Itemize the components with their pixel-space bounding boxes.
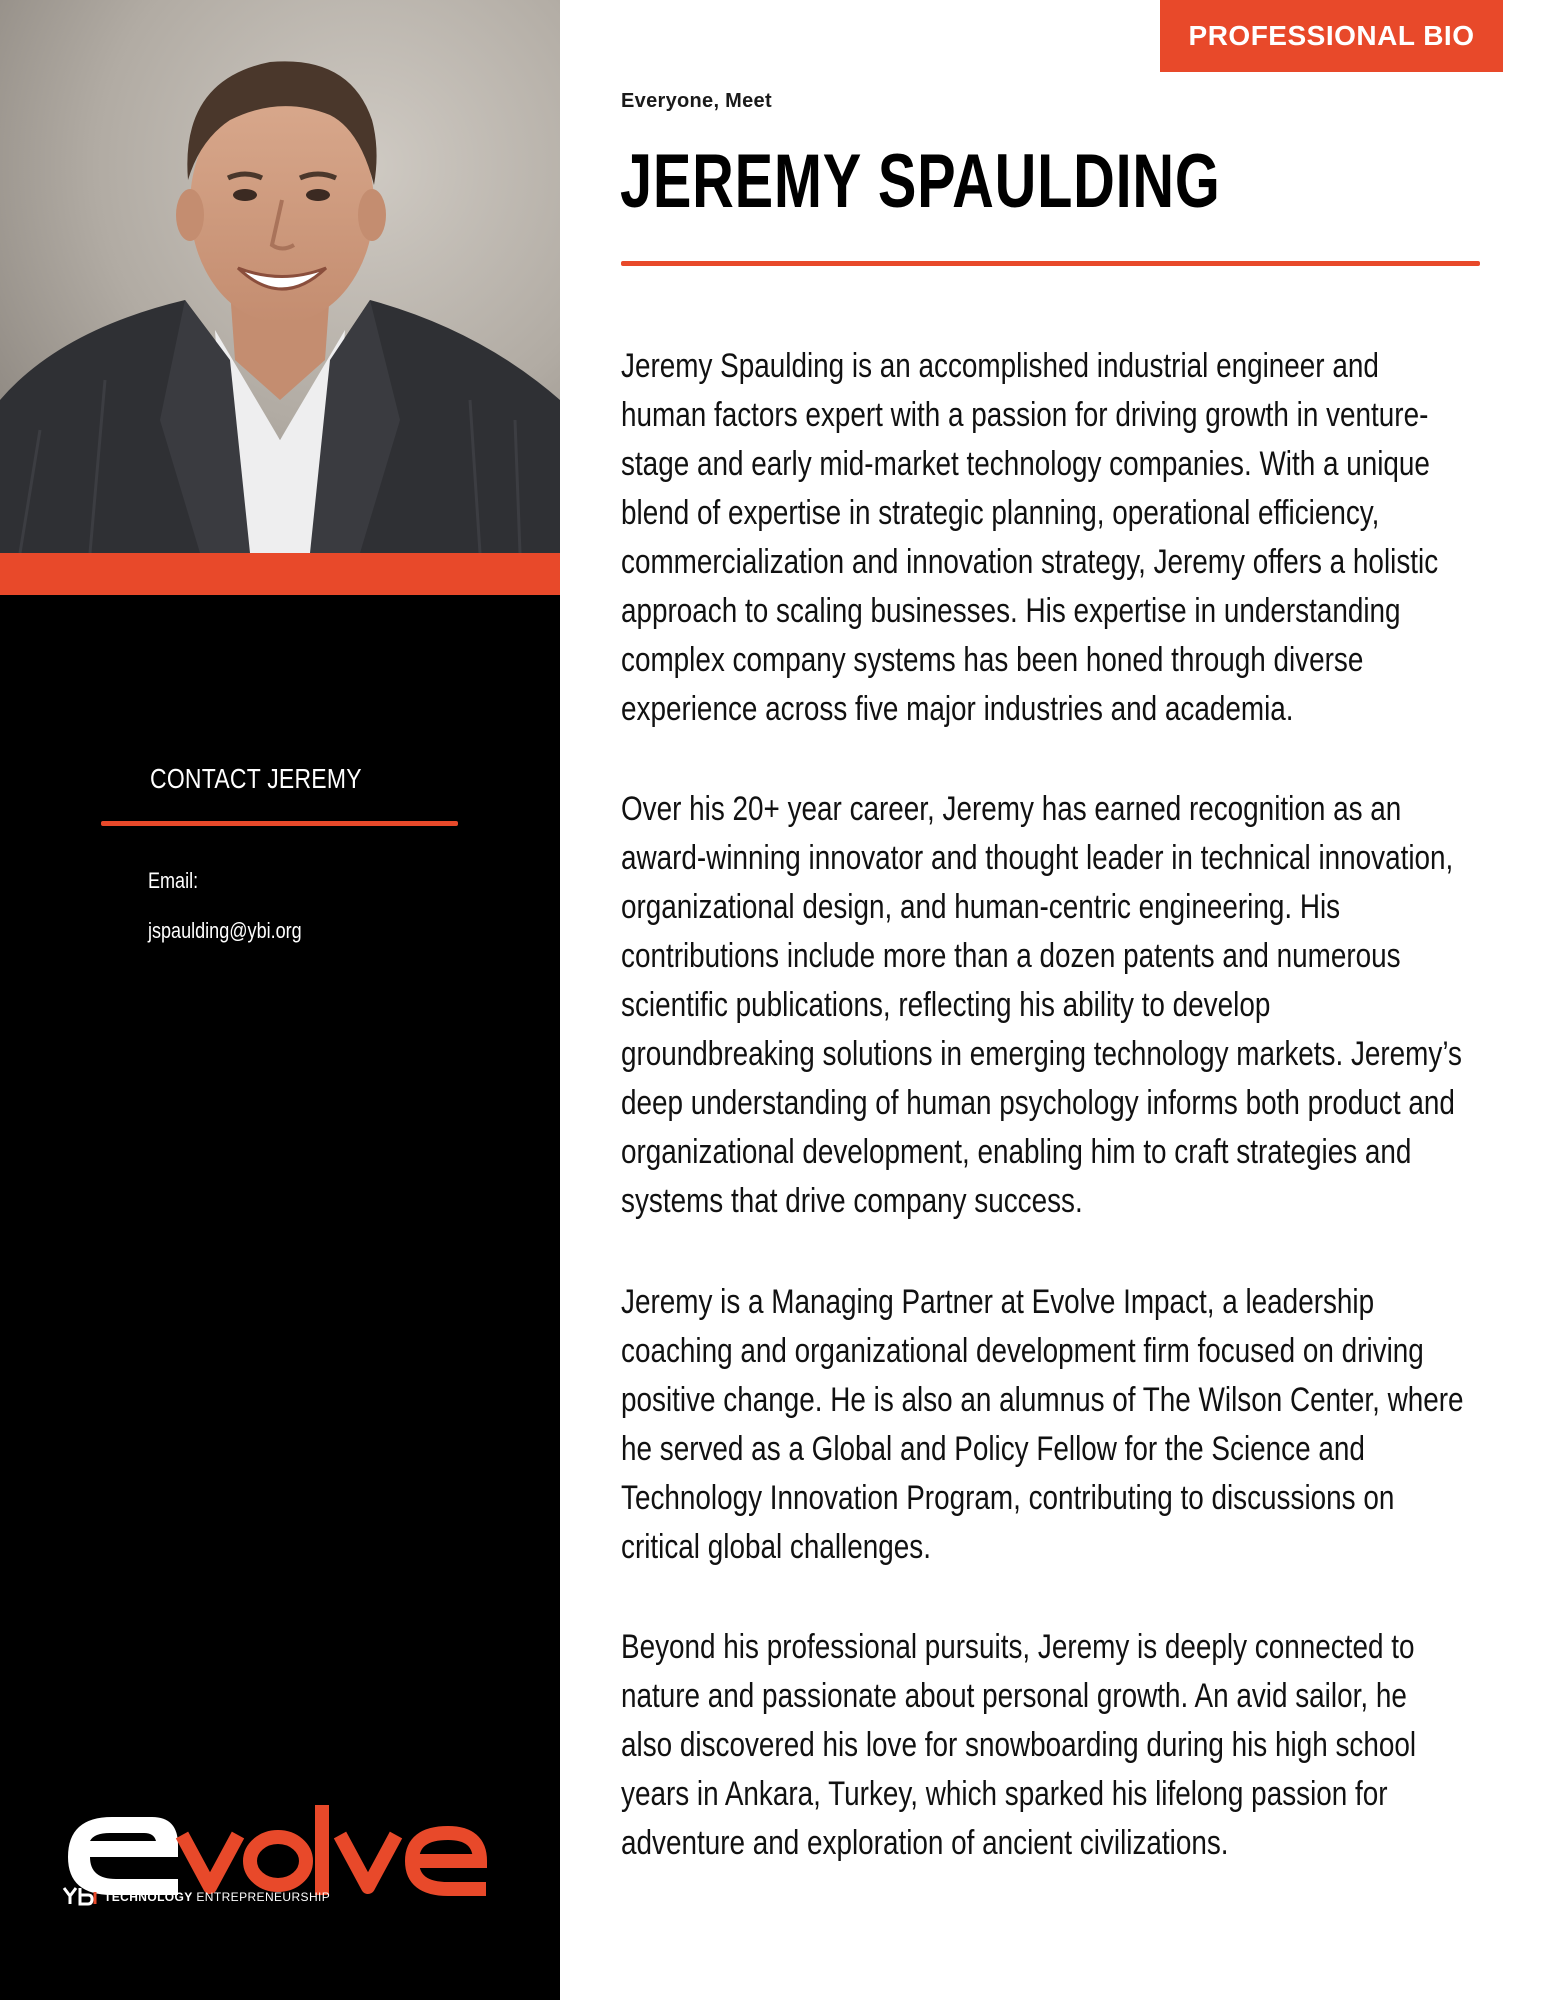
accent-band — [0, 553, 560, 595]
sidebar — [0, 0, 560, 2000]
logo-tagline-bold: TECHNOLOGY — [104, 1890, 193, 1904]
bio-text: Jeremy is a Managing Partner at Evolve Impact, a leadership coaching and organizational development firm focused on driving positive change. He is also an alumnus of The Wilson Center, where he served as a Global and Policy Fellow for the Science and Technology Innovation Program, contributing to discussions on critical global challenges. — [621, 1283, 1464, 1566]
logo-tagline — [104, 1890, 330, 1904]
portrait-illustration — [0, 0, 560, 553]
email-label: Email: — [148, 868, 199, 893]
contact-divider — [101, 821, 458, 826]
page-title: JEREMY SPAULDING — [620, 139, 1221, 224]
bio-paragraph-2 — [621, 785, 1466, 1226]
bio-paragraph-1 — [621, 342, 1466, 734]
title-divider — [621, 261, 1480, 266]
bio-paragraph-4 — [621, 1623, 1466, 1868]
ybi-logo-icon — [62, 1886, 98, 1906]
profile-photo — [0, 0, 560, 553]
logo-tagline-rest: ENTREPRENEURSHIP — [192, 1890, 331, 1904]
bio-paragraph-3 — [621, 1278, 1466, 1572]
bio-text: Over his 20+ year career, Jeremy has earned recognition as an award-winning innovator and thought leader in technical innovation, organizational design, and human-centric engineering. His contributions include more than a dozen patents and numerous scientific publications, reflecting his ability to develop groundbreaking solutions in emerging technology markets. Jeremy’s deep understanding of human psychology informs both product and organizational development, enabling him to craft strategies and systems that drive company success. — [621, 790, 1462, 1220]
eyebrow-text: Everyone, Meet — [621, 90, 772, 112]
bio-text: Jeremy Spaulding is an accomplished industrial engineer and human factors expert with a passion for driving growth in venture-stage and early mid-market technology companies. With a unique blend of expertise in strategic planning, operational efficiency, commercialization and innovation strategy, Jeremy offers a holistic approach to scaling businesses. His expertise in understanding complex company systems has been honed through diverse experience across five major industries and academia. — [621, 347, 1439, 728]
professional-bio-badge: PROFESSIONAL BIO — [1160, 0, 1503, 72]
contact-heading: CONTACT JEREMY — [150, 763, 362, 794]
email-link[interactable]: jspaulding@ybi.org — [148, 918, 302, 943]
bio-text: Beyond his professional pursuits, Jeremy is deeply connected to nature and passionate about personal growth. An avid sailor, he also discovered his love for snowboarding during his high school years in Ankara, Turkey, which sparked his lifelong passion for adventure and exploration of ancient civilizations. — [621, 1628, 1417, 1862]
